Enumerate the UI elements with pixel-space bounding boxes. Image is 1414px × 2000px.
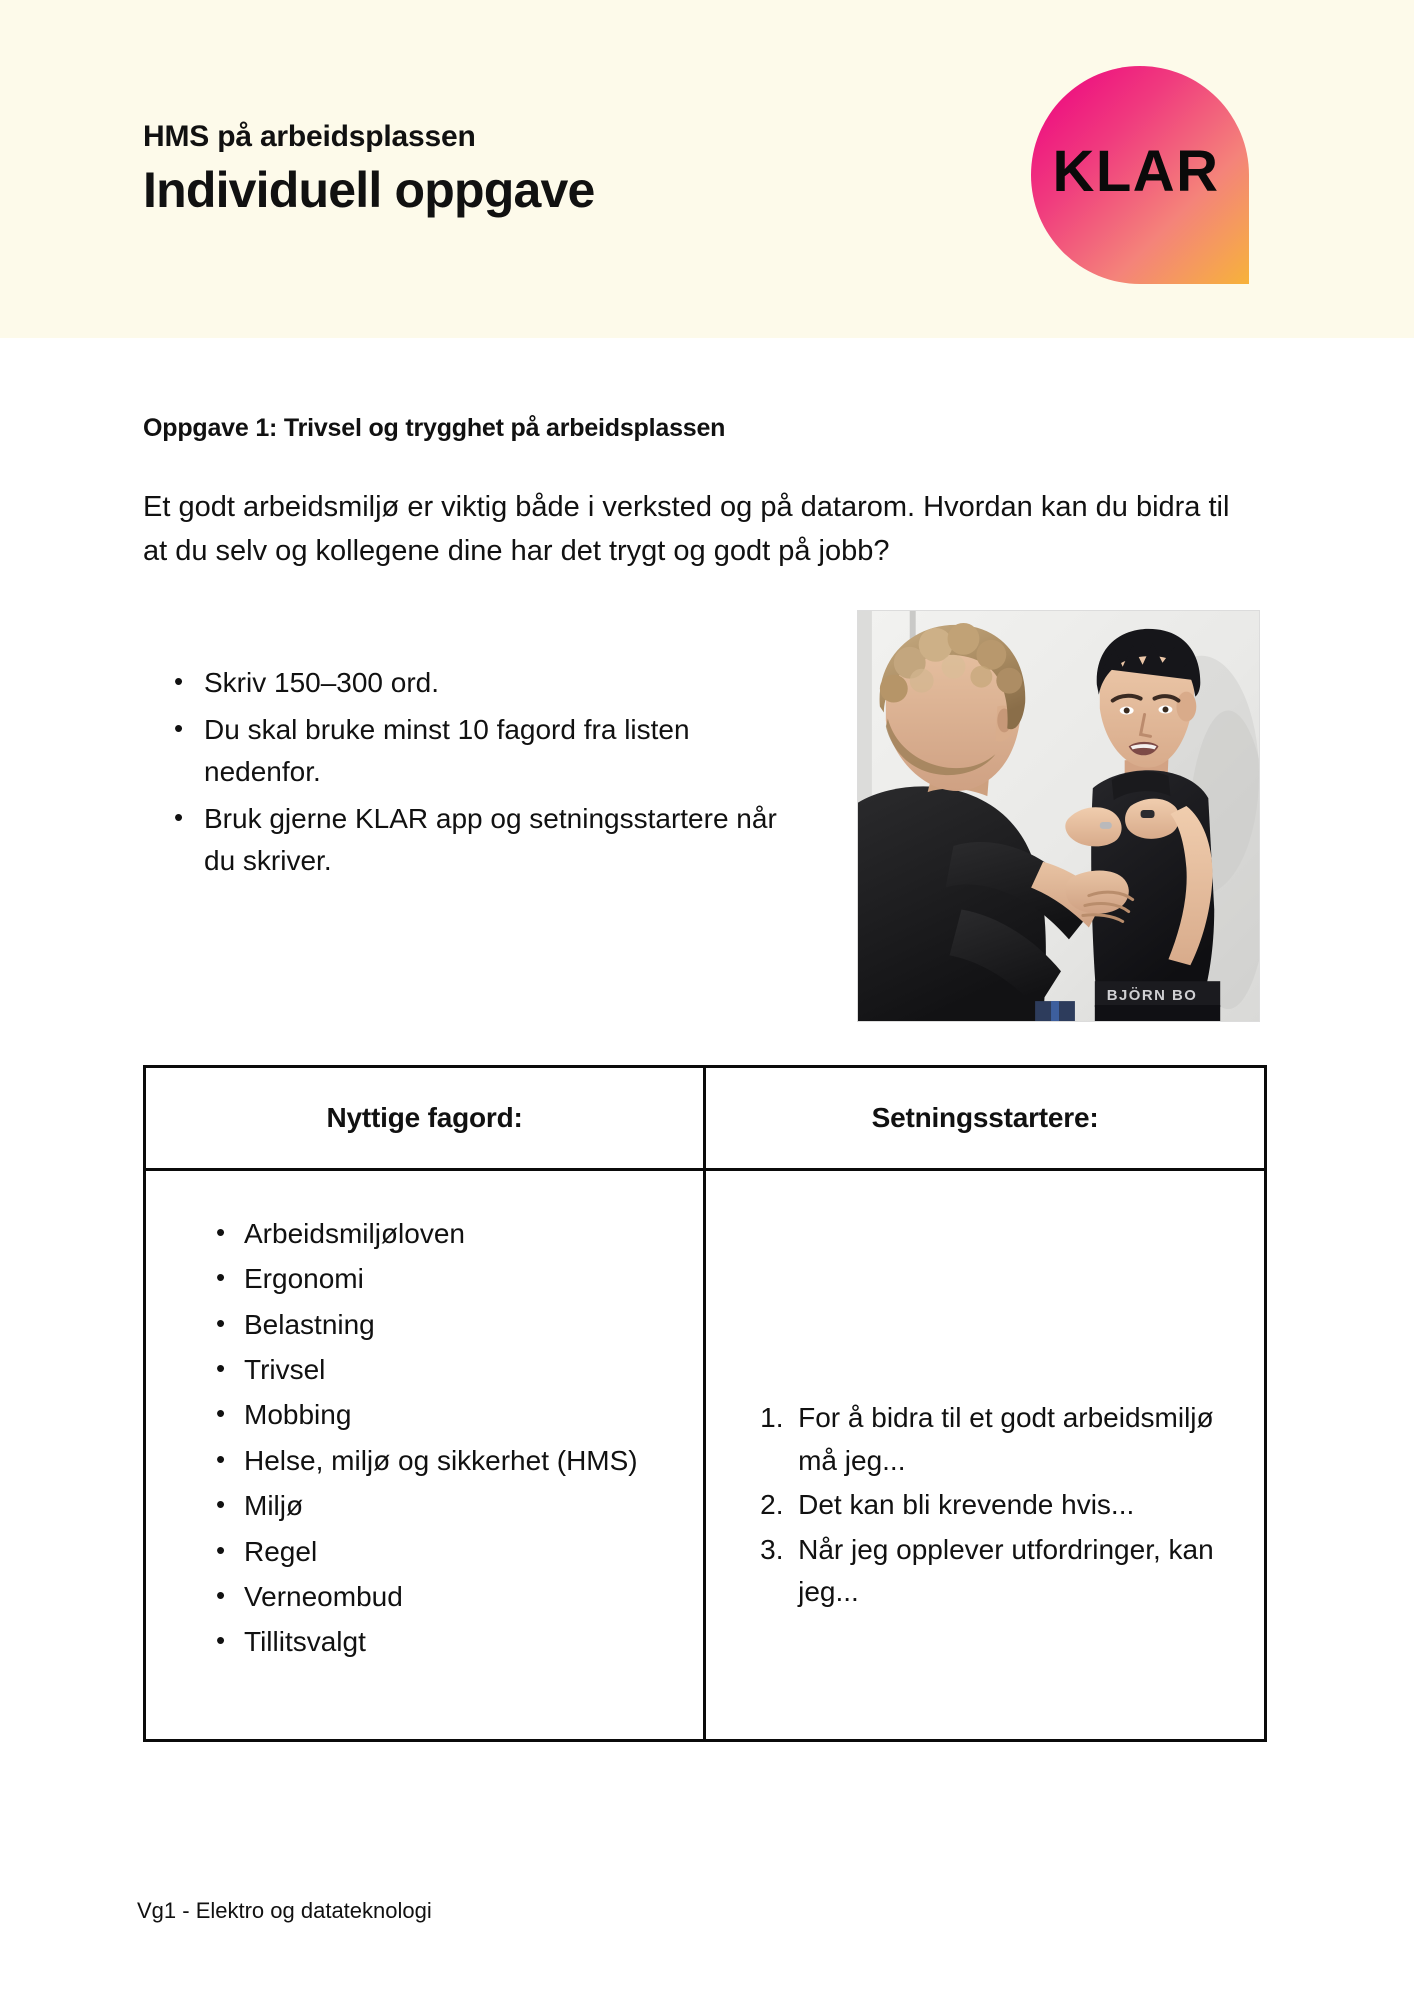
- fagord-list: [206, 1211, 684, 1665]
- svg-text:BJÖRN BO: BJÖRN BO: [1106, 987, 1198, 1005]
- resources-table: [143, 1065, 1267, 1742]
- list-item: • Belastning: [244, 1302, 684, 1347]
- setningsstartere-list: [750, 1397, 1238, 1616]
- list-item: • Du skal bruke minst 10 fagord fra listen nedenfor.: [204, 709, 804, 794]
- list-item: Det kan bli krevende hvis...: [798, 1489, 1135, 1521]
- task-heading: Oppgave 1: Trivsel og trygghet på arbeidsplassen: [143, 414, 726, 442]
- table-column-setningsstartere: [706, 1068, 1264, 1739]
- list-item: • Helse, miljø og sikkerhet (HMS): [244, 1438, 684, 1483]
- table-header-label: Setningsstartere:: [871, 1102, 1099, 1133]
- table-header-cell-setningsstartere: [706, 1068, 1264, 1171]
- table-body-cell-setningsstartere: [706, 1171, 1264, 1739]
- intro-paragraph: Et godt arbeidsmiljø er viktig både i verksted og på datarom. Hvordan kan du bidra til at du selv og kollegene dine har det trygt og godt på jobb?: [143, 491, 1230, 567]
- footer-text: Vg1 - Elektro og datateknologi: [137, 1898, 432, 1923]
- table-column-fagord: [146, 1068, 706, 1739]
- list-item: • Bruk gjerne KLAR app og setningsstartere når du skriver.: [204, 798, 804, 883]
- header-eyebrow: HMS på arbeidsplassen: [143, 120, 476, 153]
- list-item: • Ergonomi: [244, 1256, 684, 1301]
- photo-illustration: [858, 611, 1259, 1021]
- list-item: • Trivsel: [244, 1347, 684, 1392]
- conflict-photo: [857, 610, 1260, 1022]
- list-item: • Regel: [244, 1529, 684, 1574]
- header-band: [0, 0, 1414, 338]
- list-item: Når jeg opplever utfordringer, kan jeg...: [798, 1533, 1214, 1608]
- list-item: • Arbeidsmiljøloven: [244, 1211, 684, 1256]
- instructions-list: [160, 662, 804, 887]
- list-item: For å bidra til et godt arbeidsmiljø må jeg...: [798, 1402, 1214, 1476]
- list-item: • Skriv 150–300 ord.: [204, 662, 804, 705]
- table-header-label: Nyttige fagord:: [326, 1102, 523, 1133]
- page-title: Individuell oppgave: [143, 162, 595, 218]
- list-item: • Tillitsvalgt: [244, 1619, 684, 1664]
- table-header-cell-fagord: [146, 1068, 703, 1171]
- klar-logo: [1031, 66, 1249, 284]
- list-item: • Miljø: [244, 1483, 684, 1528]
- table-body-cell-fagord: [146, 1171, 703, 1739]
- list-item: • Verneombud: [244, 1574, 684, 1619]
- list-item: • Mobbing: [244, 1392, 684, 1437]
- klar-logo-text: KLAR: [1052, 138, 1220, 204]
- header-text-block: [143, 120, 993, 218]
